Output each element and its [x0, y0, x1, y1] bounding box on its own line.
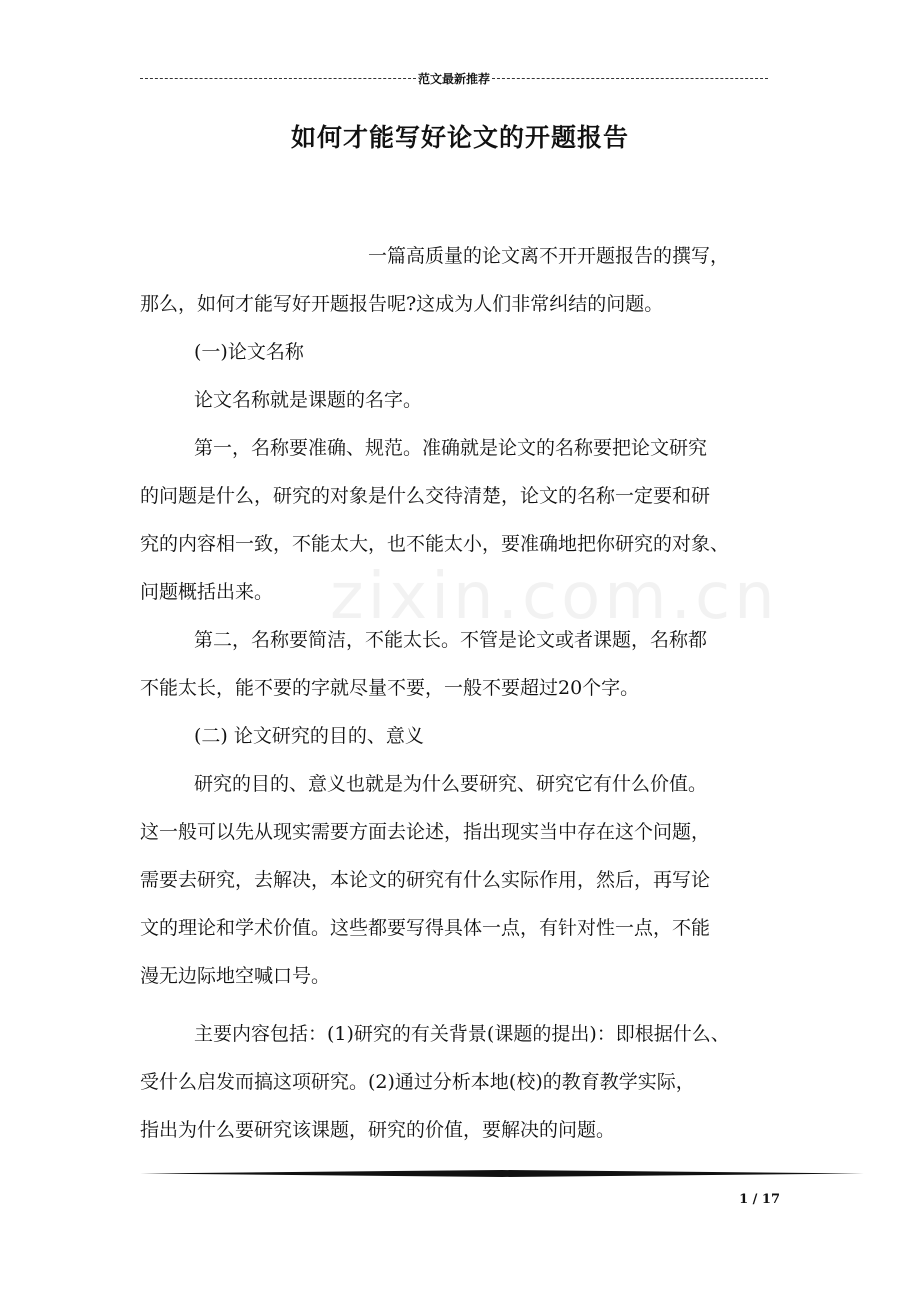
paragraph: 第一，名称要准确、规范。准确就是论文的名称要把论文研究: [194, 437, 708, 459]
paragraph: 受什么启发而搞这项研究。(2)通过分析本地(校)的教育教学实际，: [140, 1071, 695, 1093]
paragraph: 一篇高质量的论文离不开开题报告的撰写，: [368, 245, 730, 267]
paragraph: 这一般可以先从现实需要方面去论述，指出现实当中存在这个问题，: [140, 821, 711, 843]
header-dash-right: [492, 78, 768, 79]
document-title: 如何才能写好论文的开题报告: [290, 123, 629, 152]
paragraph: 问题概括出来。: [140, 581, 274, 603]
section-heading: (一)论文名称: [194, 341, 304, 363]
paragraph: 研究的目的、意义也就是为什么要研究、研究它有什么价值。: [194, 773, 708, 795]
paragraph: 不能太长，能不要的字就尽量不要，一般不要超过20个字。: [140, 677, 640, 699]
paragraph: 那么，如何才能写好开题报告呢?这成为人们非常纠结的问题。: [140, 293, 664, 315]
header-dash-left: [140, 78, 416, 79]
document-body: [140, 232, 790, 1154]
watermark: zixin.com.cn: [330, 560, 779, 634]
paragraph: 需要去研究，去解决，本论文的研究有什么实际作用，然后，再写论: [140, 869, 711, 891]
paragraph: 第二，名称要简洁，不能太长。不管是论文或者课题，名称都: [194, 629, 708, 651]
paragraph: 的问题是什么，研究的对象是什么交待清楚，论文的名称一定要和研: [140, 485, 711, 507]
paragraph: 论文名称就是课题的名字。: [194, 389, 423, 411]
page-number: 1 / 17: [739, 1192, 780, 1207]
paragraph: 文的理论和学术价值。这些都要写得具体一点，有针对性一点，不能: [140, 917, 711, 939]
header-label: 范文最新推荐: [418, 71, 491, 86]
paragraph: 漫无边际地空喊口号。: [140, 965, 331, 987]
section-heading: (二) 论文研究的目的、意义: [194, 725, 424, 747]
footer-divider: [140, 1169, 864, 1178]
paragraph: 主要内容包括：(1)研究的有关背景(课题的提出)：即根据什么、: [194, 1023, 730, 1045]
paragraph: 究的内容相一致，不能太大，也不能太小，要准确地把你研究的对象、: [140, 533, 730, 555]
header-rule: [140, 68, 768, 88]
paragraph: 指出为什么要研究该课题，研究的价值，要解决的问题。: [140, 1119, 616, 1141]
